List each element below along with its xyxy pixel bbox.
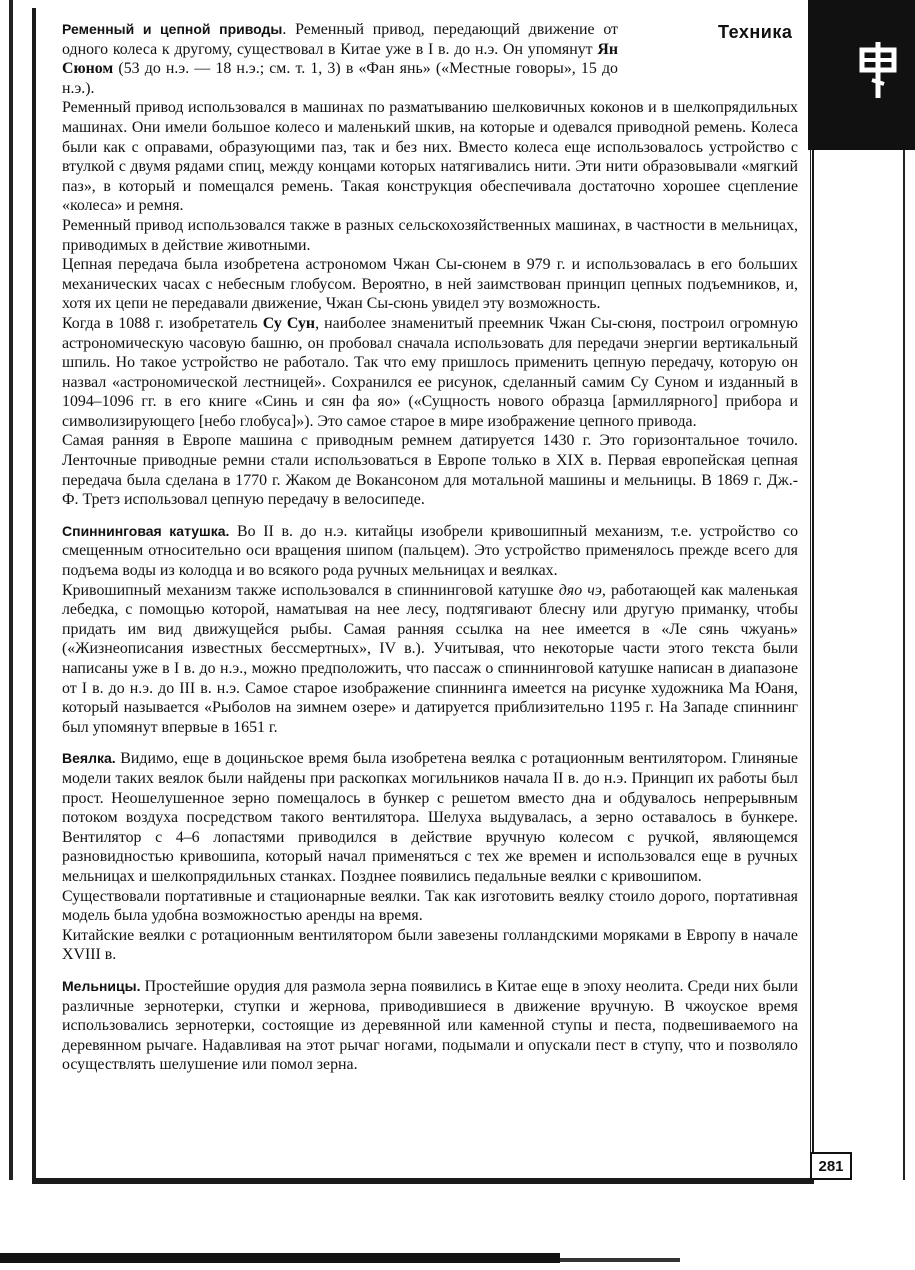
paragraph: Самая ранняя в Европе машина с приводным ремнем датируется 1430 г. Это горизонтальное точило. Ленточные приводные ремни стали использоваться в Европе только в XIX в. Первая европейская цепная передача была сделана в 1770 г. Жаком де Вокансоном для мотальной машины и мельницы. В 1869 г. Дж.-Ф. Третз использовал цепную передачу в велосипеде. [62,432,798,509]
paragraph-text: . Ременный привод, передающий движение от одного колеса к другому, существовал в Китае уже в I в. до н.э. Он упомянут [62,21,618,58]
paragraph-text: , наиболее знаменитый преемник Чжан Сы-сюня, построил огромную астрономическую часовую башню, он пробовал сначала использовать для передачи энергии вертикальный шпиль. Но такое устройство не работало. Так что ему пришлось применить цепную передачу, которую он назвал «астрономической лестницей». Сохранился ее рисунок, сделанный самим Су Суном и изданный в 1094–1096 гг. в его книге «Синь и сян фа яо» («Сущность нового образца [армиллярного] прибора и символизирующего [небо глобуса]»). Это самое старое в мире изображение цепного привода. [62,314,798,430]
paragraph [62,977,798,1075]
paragraph-text: Кривошипный механизм также использовался в спиннинговой катушке [62,581,559,599]
sidebar-rule [810,150,811,1180]
paragraph: Ременный привод использовался также в разных сельскохозяйственных машинах, в частности в мельницах, приводимых в действие животными. [62,216,798,254]
article-body [62,20,798,1075]
paragraph-text: , работающей как маленькая лебедка, с помощью которой, наматывая на нее лесу, подтягивают блесну или другую приманку, чтобы придать им вид движущейся рыбы. Самая ранняя ссылка на нее имеется в «Ле сянь чжуань» («Жизнеописания известных бессмертных», IV в.). Учитывая, что некоторые части этого текста были написаны уже в I в. до н.э., можно предположить, что пассаж о спиннинговой катушке написан в диапазоне от I в. до н.э. до III в. н.э. Самое старое изображение спиннинга имеется на рисунке художника Ма Юаня, который называется «Рыболов на зимнем озере» и датируется приблизительно 1195 г. На Западе спиннинг был упомянут впервые в 1651 г. [62,581,798,736]
paragraph-text: Видимо, еще в доциньское время была изобретена веялка с ротационным вентилятором. Глиняные модели таких веялок были найдены при раскопках могильников начала II в. до н.э. Принцип их работы был прост. Неошелушенное зерно помещалось в бункер с решетом вместо дна и обдувалось непрерывным потоком воздуха посредством такого вентилятора. Шелуха выдувалась, а зерно оставалось в бункере. Вентилятор с 4–6 лопастями приводился в действие вручную колесом с ручкой, являющемся разновидностью кривошипа, который начал применяться с тех же времен и использовался еще в ручных мельницах и шелкопрядильных станках. Позднее появились педальные веялки с кривошипом. [62,750,798,885]
page-edge-shadow [9,0,13,1180]
bottom-edge-shadow [0,1253,560,1263]
bottom-edge-shadow-tail [560,1258,680,1262]
italic-term: дяо чэ [558,581,602,599]
paragraph-text: Во II в. до н.э. китайцы изобрели кривошипный механизм, т.е. устройство со смещенным относительно оси вращения шипом (пальцем). Это устройство применялось прежде всего для подъема воды из колодца и во всякого рода ручных мельницах и веялках. [62,522,799,580]
chinese-character-icon [858,40,898,100]
paragraph: Цепная передача была изобретена астрономом Чжан Сы-сюнем в 979 г. и использовалась в его больших механических часах с небесным глобусом. Вероятно, в ней заимствован принцип цепных подъемников, и, хотя их цепи не передавали движение, Чжан Сы-сюнь увидел эту возможность. [62,256,798,313]
term-heading: Спиннинговая катушка. [62,522,230,539]
frame-bottom-rule [32,1178,812,1180]
paragraph: Китайские веялки с ротационным вентилятором были завезены голландскими моряками в Европу в начале XVIII в. [62,926,798,964]
paragraph [62,20,618,98]
paragraph-text: Когда в 1088 г. изобретатель [62,314,263,332]
section-title: Техника [718,22,793,42]
paragraph: Существовали портативные и стационарные веялки. Так как изготовить веялку стоило дорого, портативная модель была удобна возможностью аренды на время. [62,887,798,925]
person-name: Ян Сюном [62,40,618,78]
term-heading: Веялка. [62,750,116,767]
person-name: Су Сун [262,314,316,332]
paragraph-text: (53 до н.э. — 18 н.э.; см. т. 1, 3) в «Фан янь» («Местные говоры», 15 до н.э.). [62,60,618,97]
paragraph [62,314,798,432]
paragraph [62,749,798,886]
paragraph [62,522,798,581]
paragraph-text: Простейшие орудия для размола зерна появились в Китае еще в эпоху неолита. Среди них были различные зернотерки, ступки и жернова, приводившиеся в движение вручную. В чжоуское время использовались зернотерки, состоящие из деревянной или каменной ступы и песта, подвешиваемого на деревянном рычаге. Надавливая на этот рычаг ногами, подымали и опускали пест в ступу, что и позволяло осуществлять шелушение или помол зерна. [62,977,798,1074]
paragraph: Ременный привод использовался в машинах по разматыванию шелковичных коконов и в шелкопрядильных машинах. Они имели большое колесо и маленький шкив, на которые и одевался приводной ремень. Колеса были как с оправами, образующими паз, так и без них. Вместо колеса еще использовалось устройство с втулкой с двумя рядами спиц, между концами которых натягивались нити. Эти нити образовывали «мягкий паз», в который и помещался ремень. Такая конструкция обеспечивала достаточно хорошее сцепление «колеса» и ремня. [62,99,798,215]
sidebar-rule-outer [903,150,905,1180]
page-number: 281 [810,1152,852,1180]
term-heading: Мельницы. [62,977,141,994]
term-heading: Ременный и цепной приводы [62,21,283,37]
paragraph [62,581,798,738]
